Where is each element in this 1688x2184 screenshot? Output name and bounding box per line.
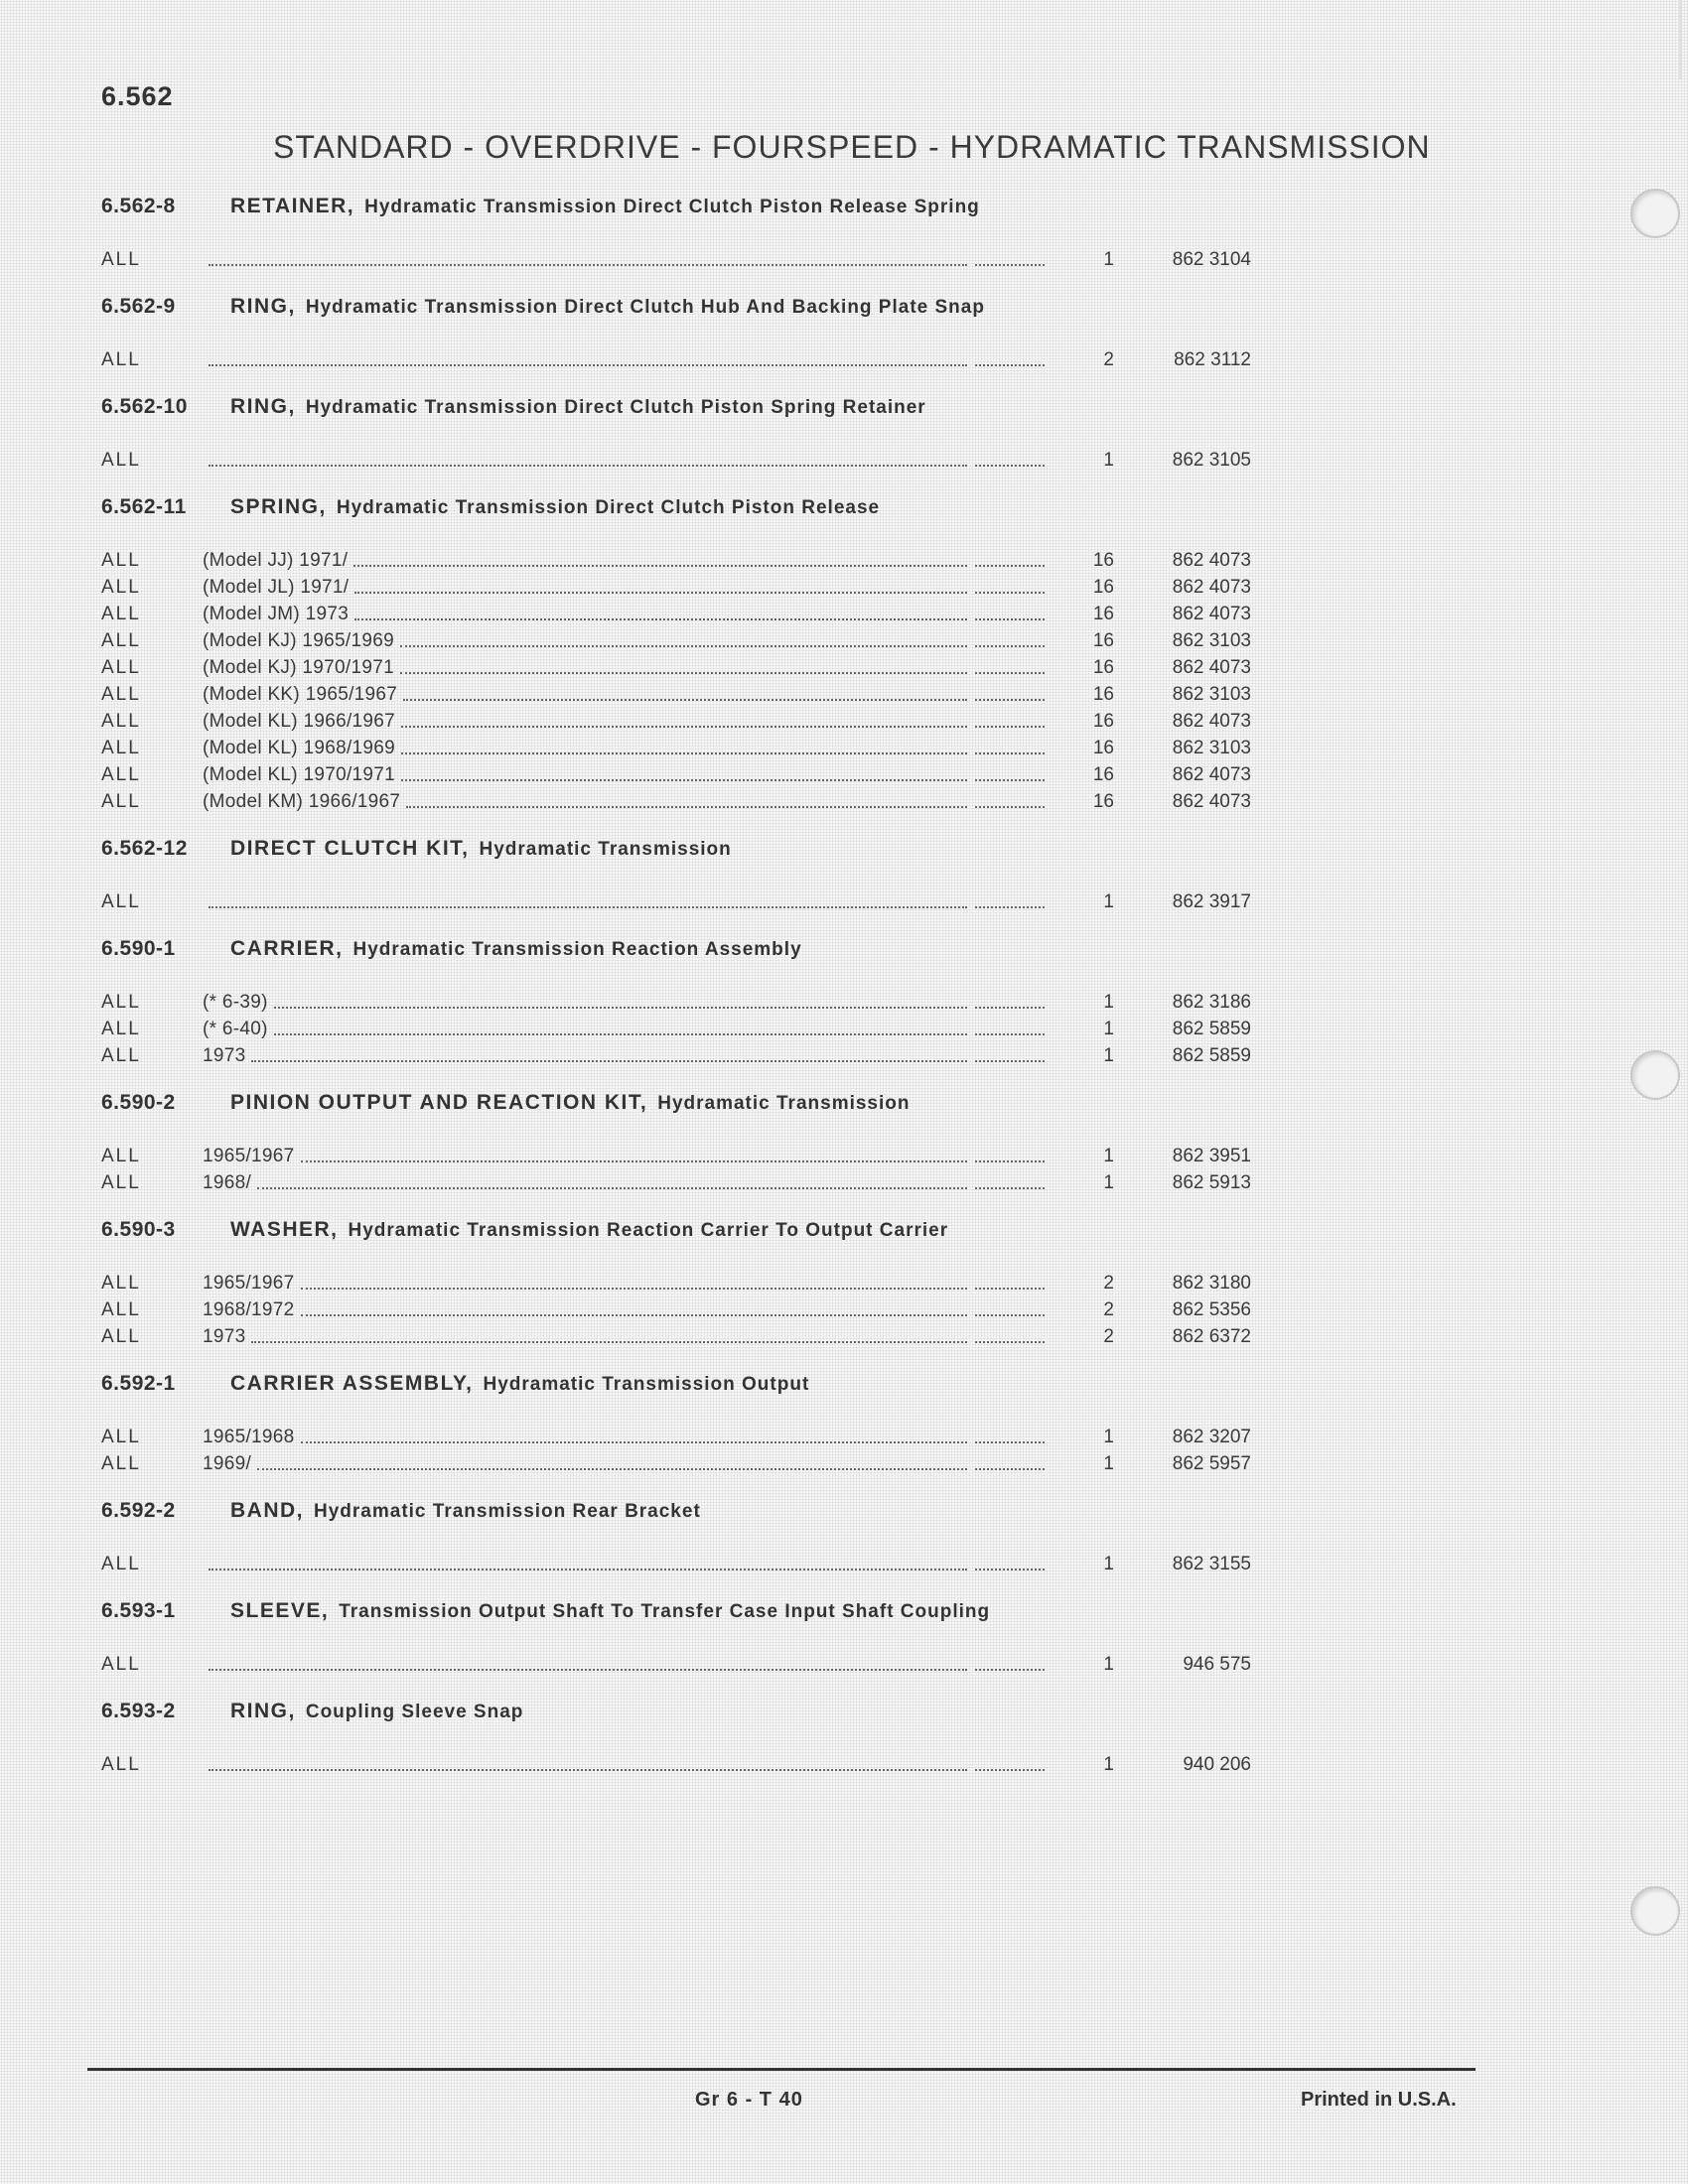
dot-leader: [301, 1286, 967, 1290]
application-row: [101, 1551, 1412, 1577]
dot-leader: [301, 1312, 967, 1316]
quantity: 16: [1092, 576, 1114, 598]
quantity: 1: [1103, 1753, 1114, 1775]
dot-leader: [401, 751, 967, 754]
entry-number: 6.592-1: [101, 1372, 176, 1395]
quantity: 2: [1103, 1298, 1114, 1320]
application-row: [101, 1323, 1412, 1350]
part-number: 862 3103: [1172, 683, 1251, 705]
application-rows: [101, 346, 1412, 373]
model-years: 1969/: [203, 1452, 252, 1474]
part-description: Hydramatic Transmission Direct Clutch Hub And Backing Plate Snap: [305, 297, 985, 318]
part-number: 862 3103: [1172, 629, 1251, 651]
applicability: ALL: [101, 737, 141, 758]
quantity: 1: [1103, 449, 1114, 471]
part-entry: [101, 937, 1412, 1069]
quantity: 1: [1103, 1171, 1114, 1193]
model-years: 1965/1967: [203, 1272, 295, 1294]
applicability: ALL: [101, 1452, 141, 1474]
application-row: [101, 1169, 1412, 1196]
part-number: 862 4073: [1172, 763, 1251, 785]
model-years: (Model KL) 1968/1969: [203, 737, 396, 758]
entry-heading: [101, 295, 1412, 333]
dot-leader-short: [975, 751, 1045, 754]
dot-leader-short: [975, 777, 1045, 781]
dot-leader-short: [975, 1005, 1045, 1009]
part-description: Hydramatic Transmission Direct Clutch Piston Release: [336, 497, 881, 518]
quantity: 1: [1103, 991, 1114, 1013]
application-row: [101, 788, 1412, 815]
dot-leader: [209, 1767, 967, 1771]
dot-leader-short: [975, 1439, 1045, 1443]
application-row: [101, 735, 1412, 761]
part-number: 862 3112: [1174, 348, 1251, 370]
dot-leader-short: [975, 724, 1045, 728]
part-entry: [101, 837, 1412, 915]
dot-leader-short: [975, 670, 1045, 674]
dot-leader-short: [975, 563, 1045, 567]
footer-printed: Printed in U.S.A.: [1301, 2089, 1457, 2111]
dot-leader-short: [975, 1058, 1045, 1062]
dot-leader-short: [975, 362, 1045, 366]
dot-leader: [251, 1058, 967, 1062]
entry-number: 6.562-11: [101, 495, 187, 518]
entry-number: 6.590-1: [101, 937, 176, 960]
part-name: RING,: [230, 395, 296, 418]
application-row: [101, 346, 1412, 373]
part-entry: [101, 495, 1412, 815]
part-entry: [101, 1599, 1412, 1678]
model-years: (Model KL) 1970/1971: [203, 763, 396, 785]
part-name: BAND,: [230, 1499, 304, 1522]
quantity: 1: [1103, 1044, 1114, 1066]
part-number: 862 5356: [1172, 1298, 1251, 1320]
applicability: ALL: [101, 1044, 141, 1066]
dot-leader: [209, 1567, 967, 1570]
part-entry: [101, 1372, 1412, 1477]
binder-hole-top: [1630, 189, 1680, 238]
applicability: ALL: [101, 683, 141, 705]
dot-leader: [403, 697, 967, 701]
binder-hole-bottom: [1630, 1886, 1680, 1936]
model-years: (Model JJ) 1971/: [203, 549, 349, 571]
application-rows: [101, 1270, 1412, 1350]
application-rows: [101, 1751, 1412, 1778]
applicability: ALL: [101, 603, 141, 624]
part-description: Hydramatic Transmission Direct Clutch Piston Release Spring: [364, 197, 980, 217]
applicability: ALL: [101, 576, 141, 598]
part-number: 862 3105: [1172, 449, 1251, 471]
application-row: [101, 761, 1412, 788]
dot-leader-short: [975, 1286, 1045, 1290]
entry-heading: [101, 395, 1412, 433]
part-description: Hydramatic Transmission: [657, 1093, 911, 1114]
part-number: 862 5913: [1172, 1171, 1251, 1193]
dot-leader-short: [975, 904, 1045, 908]
part-number: 946 575: [1183, 1653, 1251, 1675]
model-years: (* 6-39): [203, 991, 268, 1013]
part-entry: [101, 295, 1412, 373]
applicability: ALL: [101, 1018, 141, 1039]
dot-leader-short: [975, 1185, 1045, 1189]
part-number: 862 5859: [1172, 1018, 1251, 1039]
model-years: 1973: [203, 1044, 246, 1066]
applicability: ALL: [101, 656, 141, 678]
part-name: RETAINER,: [230, 195, 355, 217]
entry-heading: [101, 1599, 1412, 1637]
dot-leader: [301, 1439, 967, 1443]
dot-leader-short: [975, 262, 1045, 266]
model-years: (Model KL) 1966/1967: [203, 710, 396, 732]
model-years: 1965/1968: [203, 1426, 295, 1447]
model-years: (Model JM) 1973: [203, 603, 350, 624]
quantity: 1: [1103, 1145, 1114, 1166]
dot-leader-short: [975, 1667, 1045, 1671]
dot-leader: [251, 1339, 967, 1343]
application-row: [101, 246, 1412, 273]
part-number: 862 4073: [1172, 790, 1251, 812]
dot-leader: [400, 670, 967, 674]
application-rows: [101, 1424, 1412, 1477]
applicability: ALL: [101, 1753, 141, 1775]
dot-leader: [401, 724, 967, 728]
application-row: [101, 654, 1412, 681]
dot-leader-short: [975, 616, 1045, 620]
entry-number: 6.592-2: [101, 1499, 176, 1522]
part-name: PINION OUTPUT AND REACTION KIT,: [230, 1091, 648, 1114]
entry-heading: [101, 495, 1412, 533]
part-entry: [101, 195, 1412, 273]
part-number: 862 5859: [1172, 1044, 1251, 1066]
dot-leader: [209, 463, 967, 467]
parts-list: [101, 195, 1412, 1800]
application-row: [101, 547, 1412, 574]
quantity: 16: [1092, 763, 1114, 785]
quantity: 16: [1092, 710, 1114, 732]
application-rows: [101, 989, 1412, 1069]
quantity: 2: [1103, 1272, 1114, 1294]
dot-leader: [209, 904, 967, 908]
part-number: 862 3155: [1172, 1553, 1251, 1574]
dot-leader-short: [975, 1312, 1045, 1316]
quantity: 2: [1103, 348, 1114, 370]
part-description: Hydramatic Transmission Output: [483, 1374, 810, 1395]
dot-leader-short: [975, 590, 1045, 594]
application-row: [101, 1297, 1412, 1323]
dot-leader: [209, 262, 967, 266]
part-description: Transmission Output Shaft To Transfer Case Input Shaft Coupling: [339, 1601, 991, 1622]
quantity: 16: [1092, 603, 1114, 624]
model-years: 1965/1967: [203, 1145, 295, 1166]
entry-number: 6.593-2: [101, 1700, 176, 1722]
part-entry: [101, 1700, 1412, 1778]
applicability: ALL: [101, 449, 141, 471]
dot-leader: [353, 563, 967, 567]
model-years: 1968/: [203, 1171, 252, 1193]
dot-leader-short: [975, 1159, 1045, 1162]
applicability: ALL: [101, 763, 141, 785]
application-row: [101, 1016, 1412, 1042]
footer-rule: [87, 2068, 1476, 2071]
application-row: [101, 1270, 1412, 1297]
quantity: 16: [1092, 549, 1114, 571]
entry-heading: [101, 1091, 1412, 1129]
part-entry: [101, 1091, 1412, 1196]
part-description: Hydramatic Transmission Reaction Carrier To Output Carrier: [348, 1220, 949, 1241]
applicability: ALL: [101, 890, 141, 912]
part-name: RING,: [230, 295, 296, 318]
part-description: Coupling Sleeve Snap: [305, 1702, 524, 1722]
part-description: Hydramatic Transmission Direct Clutch Piston Spring Retainer: [305, 397, 926, 418]
applicability: ALL: [101, 710, 141, 732]
quantity: 1: [1103, 1553, 1114, 1574]
model-years: (Model JL) 1971/: [203, 576, 350, 598]
dot-leader-short: [975, 1031, 1045, 1035]
part-number: 862 3186: [1172, 991, 1251, 1013]
dot-leader-short: [975, 1466, 1045, 1470]
entry-heading: [101, 1218, 1412, 1256]
quantity: 1: [1103, 248, 1114, 270]
application-row: [101, 601, 1412, 627]
part-description: Hydramatic Transmission Reaction Assembly: [352, 939, 802, 960]
model-years: (Model KJ) 1970/1971: [203, 656, 394, 678]
part-entry: [101, 1499, 1412, 1577]
part-number: 862 4073: [1172, 710, 1251, 732]
part-number: 862 4073: [1172, 549, 1251, 571]
dot-leader-short: [975, 1567, 1045, 1570]
part-name: SPRING,: [230, 495, 327, 518]
model-years: (Model KJ) 1965/1969: [203, 629, 394, 651]
part-name: WASHER,: [230, 1218, 339, 1241]
model-years: (* 6-40): [203, 1018, 268, 1039]
quantity: 16: [1092, 737, 1114, 758]
dot-leader: [301, 1159, 967, 1162]
entry-heading: [101, 837, 1412, 875]
part-name: RING,: [230, 1700, 296, 1722]
part-description: Hydramatic Transmission Rear Bracket: [314, 1501, 701, 1522]
quantity: 1: [1103, 1452, 1114, 1474]
applicability: ALL: [101, 1553, 141, 1574]
quantity: 2: [1103, 1325, 1114, 1347]
part-number: 862 6372: [1172, 1325, 1251, 1347]
quantity: 16: [1092, 683, 1114, 705]
quantity: 16: [1092, 790, 1114, 812]
application-rows: [101, 888, 1412, 915]
application-row: [101, 1042, 1412, 1069]
application-row: [101, 681, 1412, 708]
entry-heading: [101, 1700, 1412, 1737]
model-years: 1973: [203, 1325, 246, 1347]
page-title: STANDARD - OVERDRIVE - FOURSPEED - HYDRAMATIC TRANSMISSION: [273, 129, 1431, 165]
applicability: ALL: [101, 790, 141, 812]
application-row: [101, 1751, 1412, 1778]
entry-number: 6.562-9: [101, 295, 176, 318]
dot-leader-short: [975, 463, 1045, 467]
entry-number: 6.593-1: [101, 1599, 176, 1622]
applicability: ALL: [101, 991, 141, 1013]
applicability: ALL: [101, 629, 141, 651]
dot-leader-short: [975, 697, 1045, 701]
application-row: [101, 627, 1412, 654]
part-name: CARRIER,: [230, 937, 344, 960]
dot-leader-short: [975, 1767, 1045, 1771]
part-entry: [101, 395, 1412, 474]
part-number: 862 3951: [1172, 1145, 1251, 1166]
application-rows: [101, 1551, 1412, 1577]
applicability: ALL: [101, 348, 141, 370]
applicability: ALL: [101, 1426, 141, 1447]
model-years: 1968/1972: [203, 1298, 295, 1320]
entry-heading: [101, 195, 1412, 232]
part-name: SLEEVE,: [230, 1599, 330, 1622]
applicability: ALL: [101, 549, 141, 571]
entry-number: 6.562-8: [101, 195, 176, 217]
part-number: 862 3104: [1172, 248, 1251, 270]
entry-heading: [101, 937, 1412, 975]
application-row: [101, 1450, 1412, 1477]
dot-leader: [400, 643, 967, 647]
dot-leader: [406, 804, 967, 808]
part-number: 862 3180: [1172, 1272, 1251, 1294]
quantity: 16: [1092, 656, 1114, 678]
applicability: ALL: [101, 1145, 141, 1166]
part-number: 862 4073: [1172, 656, 1251, 678]
entry-number: 6.562-10: [101, 395, 188, 418]
dot-leader: [274, 1031, 967, 1035]
model-years: (Model KM) 1966/1967: [203, 790, 401, 812]
quantity: 1: [1103, 1653, 1114, 1675]
entry-number: 6.562-12: [101, 837, 188, 860]
dot-leader: [257, 1466, 967, 1470]
application-rows: [101, 1143, 1412, 1196]
part-number: 862 4073: [1172, 576, 1251, 598]
applicability: ALL: [101, 1653, 141, 1675]
part-name: DIRECT CLUTCH KIT,: [230, 837, 470, 860]
application-row: [101, 708, 1412, 735]
part-number: 940 206: [1183, 1753, 1251, 1775]
page-edge: [1679, 0, 1682, 79]
applicability: ALL: [101, 1325, 141, 1347]
applicability: ALL: [101, 248, 141, 270]
dot-leader: [209, 362, 967, 366]
application-row: [101, 1424, 1412, 1450]
application-row: [101, 447, 1412, 474]
applicability: ALL: [101, 1171, 141, 1193]
footer-page-ref: Gr 6 - T 40: [695, 2089, 803, 2111]
application-row: [101, 888, 1412, 915]
model-years: (Model KK) 1965/1967: [203, 683, 398, 705]
quantity: 1: [1103, 1426, 1114, 1447]
quantity: 1: [1103, 1018, 1114, 1039]
quantity: 16: [1092, 629, 1114, 651]
dot-leader: [209, 1667, 967, 1671]
dot-leader-short: [975, 1339, 1045, 1343]
applicability: ALL: [101, 1298, 141, 1320]
part-number: 862 4073: [1172, 603, 1251, 624]
application-rows: [101, 1651, 1412, 1678]
dot-leader: [354, 590, 967, 594]
dot-leader: [354, 616, 967, 620]
part-number: 862 3917: [1172, 890, 1251, 912]
part-number: 862 3103: [1172, 737, 1251, 758]
dot-leader-short: [975, 804, 1045, 808]
binder-hole-middle: [1630, 1050, 1680, 1100]
part-entry: [101, 1218, 1412, 1350]
part-number: 862 3207: [1172, 1426, 1251, 1447]
application-rows: [101, 547, 1412, 815]
part-description: Hydramatic Transmission: [479, 839, 732, 860]
entry-number: 6.590-2: [101, 1091, 176, 1114]
application-row: [101, 574, 1412, 601]
section-number: 6.562: [101, 81, 174, 111]
application-row: [101, 1143, 1412, 1169]
application-row: [101, 989, 1412, 1016]
dot-leader: [257, 1185, 967, 1189]
entry-heading: [101, 1499, 1412, 1537]
part-number: 862 5957: [1172, 1452, 1251, 1474]
application-row: [101, 1651, 1412, 1678]
entry-heading: [101, 1372, 1412, 1410]
part-name: CARRIER ASSEMBLY,: [230, 1372, 474, 1395]
dot-leader-short: [975, 643, 1045, 647]
application-rows: [101, 246, 1412, 273]
entry-number: 6.590-3: [101, 1218, 176, 1241]
quantity: 1: [1103, 890, 1114, 912]
application-rows: [101, 447, 1412, 474]
dot-leader: [401, 777, 967, 781]
applicability: ALL: [101, 1272, 141, 1294]
dot-leader: [274, 1005, 967, 1009]
